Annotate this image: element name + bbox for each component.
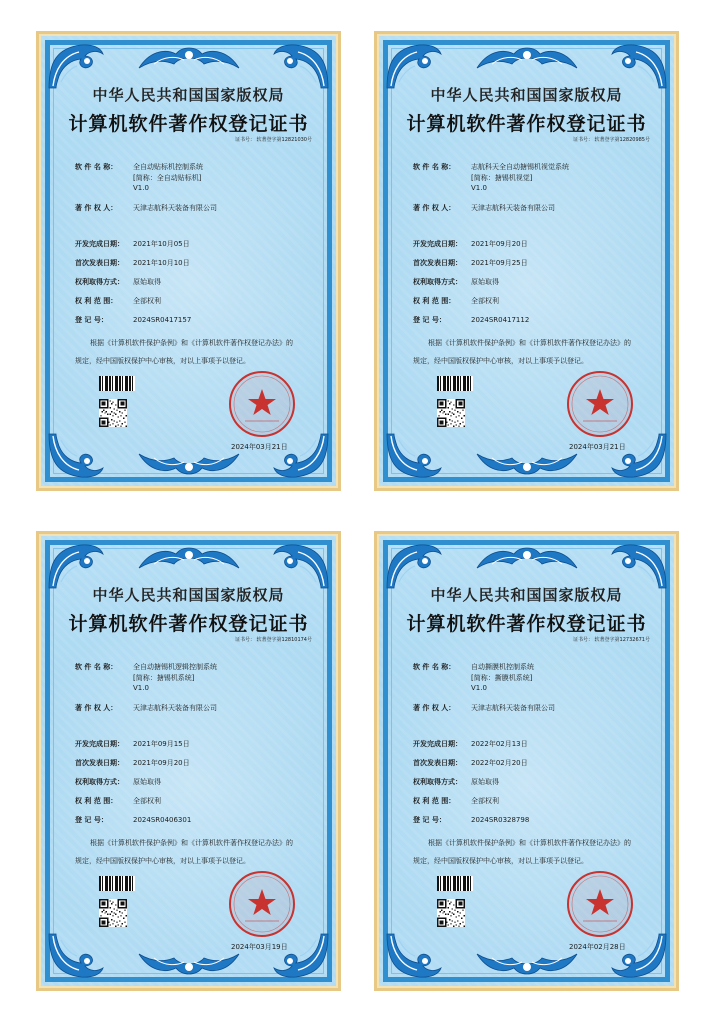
- declaration-line: 规定，经中国版权保护中心审核，对以上事项予以登记。: [75, 357, 250, 365]
- certificate-1: [36, 31, 341, 491]
- ornate-scroll-icon: [610, 542, 668, 590]
- agency-name: 中华人民共和国国家版权局: [92, 86, 285, 104]
- declaration-line: 规定，经中国版权保护中心审核，对以上事项予以登记。: [413, 857, 588, 865]
- pub-date-field: [413, 758, 528, 768]
- ornate-scroll-icon: [47, 42, 105, 90]
- declaration-line: 根据《计算机软件保护条例》和《计算机软件著作权登记办法》的: [90, 839, 293, 847]
- red-star-seal-icon: [227, 369, 297, 439]
- barcode-icon: [99, 876, 135, 891]
- field-label: 权利取得方式：: [75, 778, 124, 786]
- owner-field: [413, 203, 555, 213]
- ornate-scroll-icon: [385, 542, 443, 590]
- issue-date: 2024年03月21日: [569, 443, 626, 451]
- field-value: 2024SR0406301: [133, 816, 192, 824]
- declaration-line: 规定，经中国版权保护中心审核，对以上事项予以登记。: [75, 857, 250, 865]
- field-value: 2024SR0417112: [471, 316, 530, 324]
- issue-date: 2024年03月21日: [231, 443, 288, 451]
- short-name: [简称：全自动贴标机]: [133, 174, 202, 182]
- field-label: 权利取得方式：: [75, 278, 124, 286]
- field-value: 全部权利: [133, 297, 161, 305]
- field-value: 全自动贴标机控制系统: [133, 163, 203, 171]
- scope-field: [413, 796, 499, 806]
- dev-date-field: [413, 239, 528, 249]
- ornate-scroll-icon: [610, 42, 668, 90]
- crown-ornament-icon: [134, 452, 244, 478]
- declaration-line: 根据《计算机软件保护条例》和《计算机软件著作权登记办法》的: [428, 839, 631, 847]
- certificate-3: [36, 531, 341, 991]
- issue-date: 2024年03月19日: [231, 943, 288, 951]
- pub-date-field: [75, 258, 190, 268]
- certificate-body: [39, 534, 338, 988]
- ornate-scroll-icon: [610, 932, 668, 980]
- field-value: 2022年02月13日: [471, 740, 528, 748]
- field-label: 开发完成日期：: [75, 240, 124, 248]
- red-star-seal-icon: [565, 869, 635, 939]
- field-label: 软 件 名 称：: [75, 163, 118, 171]
- field-label: 登 记 号：: [75, 816, 108, 824]
- owner-field: [413, 703, 555, 713]
- version: V1.0: [471, 684, 487, 692]
- ornate-scroll-icon: [610, 432, 668, 480]
- field-value: 全部权利: [133, 797, 161, 805]
- certificate-number: 证书号： 软著登字第12732671号: [572, 637, 650, 643]
- certificate-2: [374, 31, 679, 491]
- scope-field: [75, 296, 161, 306]
- declaration: [413, 834, 648, 870]
- scope-field: [75, 796, 161, 806]
- field-label: 权利取得方式：: [413, 278, 462, 286]
- declaration-line: 根据《计算机软件保护条例》和《计算机软件著作权登记办法》的: [90, 339, 293, 347]
- registration-field: [413, 315, 529, 325]
- field-value: 天津志航科天装备有限公司: [133, 704, 217, 712]
- registration-field: [75, 315, 191, 325]
- qr-code-icon: [437, 399, 465, 427]
- ornate-scroll-icon: [47, 542, 105, 590]
- field-value: 原始取得: [471, 778, 499, 786]
- field-label: 权 利 范 围：: [75, 297, 118, 305]
- software-name-field: [75, 162, 203, 172]
- field-value: 2021年09月20日: [471, 240, 528, 248]
- acquisition-field: [413, 777, 499, 787]
- ornate-scroll-icon: [272, 432, 330, 480]
- version: V1.0: [133, 684, 149, 692]
- crown-ornament-icon: [472, 452, 582, 478]
- dev-date-field: [75, 739, 190, 749]
- field-value: 全部权利: [471, 797, 499, 805]
- acquisition-field: [75, 777, 161, 787]
- declaration-line: 根据《计算机软件保护条例》和《计算机软件著作权登记办法》的: [428, 339, 631, 347]
- owner-field: [75, 703, 217, 713]
- certificate-body: [39, 34, 338, 488]
- crown-ornament-icon: [134, 544, 244, 570]
- ornate-scroll-icon: [385, 932, 443, 980]
- issue-date: 2024年02月28日: [569, 943, 626, 951]
- agency-name: 中华人民共和国国家版权局: [430, 586, 623, 604]
- ornate-scroll-icon: [272, 932, 330, 980]
- software-name-field: [413, 662, 534, 672]
- field-value: 志航科天全自动搪锡机视觉系统: [471, 163, 569, 171]
- field-value: 2024SR0328798: [471, 816, 530, 824]
- barcode-icon: [99, 376, 135, 391]
- version: V1.0: [471, 184, 487, 192]
- field-label: 首次发表日期：: [75, 259, 124, 267]
- crown-ornament-icon: [134, 952, 244, 978]
- field-label: 著 作 权 人：: [75, 204, 118, 212]
- field-label: 首次发表日期：: [413, 259, 462, 267]
- ornate-scroll-icon: [272, 42, 330, 90]
- field-value: 原始取得: [133, 778, 161, 786]
- declaration: [75, 334, 310, 370]
- field-value: 全部权利: [471, 297, 499, 305]
- field-label: 软 件 名 称：: [75, 663, 118, 671]
- field-label: 开发完成日期：: [75, 740, 124, 748]
- ornate-scroll-icon: [385, 42, 443, 90]
- field-label: 权 利 范 围：: [413, 297, 456, 305]
- field-value: 自动撕膜机控制系统: [471, 663, 534, 671]
- certificate-title: 计算机软件著作权登记证书: [406, 113, 647, 135]
- certificate-number: 证书号： 软著登字第12821030号: [234, 137, 312, 143]
- short-name: [简称：搪锡机视觉]: [471, 174, 533, 182]
- pub-date-field: [413, 258, 528, 268]
- field-value: 2021年10月05日: [133, 240, 190, 248]
- field-value: 天津志航科天装备有限公司: [471, 204, 555, 212]
- agency-name: 中华人民共和国国家版权局: [430, 86, 623, 104]
- declaration: [413, 334, 648, 370]
- field-value: 2021年09月25日: [471, 259, 528, 267]
- field-label: 软 件 名 称：: [413, 163, 456, 171]
- acquisition-field: [75, 277, 161, 287]
- field-value: 2021年09月20日: [133, 759, 190, 767]
- declaration: [75, 834, 310, 870]
- certificate-body: [377, 534, 676, 988]
- declaration-line: 规定，经中国版权保护中心审核，对以上事项予以登记。: [413, 357, 588, 365]
- field-value: 全自动搪锡机逻辑控制系统: [133, 663, 217, 671]
- certificate-4: [374, 531, 679, 991]
- version: V1.0: [133, 184, 149, 192]
- field-value: 2021年10月10日: [133, 259, 190, 267]
- crown-ornament-icon: [472, 952, 582, 978]
- field-label: 著 作 权 人：: [413, 204, 456, 212]
- field-value: 2024SR0417157: [133, 316, 192, 324]
- field-label: 登 记 号：: [75, 316, 108, 324]
- field-label: 开发完成日期：: [413, 240, 462, 248]
- registration-field: [75, 815, 191, 825]
- field-value: 天津志航科天装备有限公司: [133, 204, 217, 212]
- qr-code-icon: [99, 899, 127, 927]
- ornate-scroll-icon: [385, 432, 443, 480]
- certificate-number: 证书号： 软著登字第12820985号: [572, 137, 650, 143]
- field-value: 天津志航科天装备有限公司: [471, 704, 555, 712]
- crown-ornament-icon: [472, 544, 582, 570]
- crown-ornament-icon: [134, 44, 244, 70]
- field-label: 著 作 权 人：: [413, 704, 456, 712]
- field-label: 首次发表日期：: [413, 759, 462, 767]
- scope-field: [413, 296, 499, 306]
- acquisition-field: [413, 277, 499, 287]
- software-name-field: [75, 662, 217, 672]
- registration-field: [413, 815, 529, 825]
- field-label: 登 记 号：: [413, 816, 446, 824]
- field-label: 开发完成日期：: [413, 740, 462, 748]
- field-value: 原始取得: [133, 278, 161, 286]
- qr-code-icon: [99, 399, 127, 427]
- certificate-title: 计算机软件著作权登记证书: [68, 613, 309, 635]
- short-name: [简称：搪锡机系统]: [133, 674, 195, 682]
- agency-name: 中华人民共和国国家版权局: [92, 586, 285, 604]
- field-value: 原始取得: [471, 278, 499, 286]
- ornate-scroll-icon: [272, 542, 330, 590]
- red-star-seal-icon: [565, 369, 635, 439]
- crown-ornament-icon: [472, 44, 582, 70]
- ornate-scroll-icon: [47, 932, 105, 980]
- field-label: 权 利 范 围：: [75, 797, 118, 805]
- barcode-icon: [437, 376, 473, 391]
- field-label: 首次发表日期：: [75, 759, 124, 767]
- dev-date-field: [413, 739, 528, 749]
- field-value: 2021年09月15日: [133, 740, 190, 748]
- ornate-scroll-icon: [47, 432, 105, 480]
- field-label: 登 记 号：: [413, 316, 446, 324]
- owner-field: [75, 203, 217, 213]
- certificate-number: 证书号： 软著登字第12810174号: [234, 637, 312, 643]
- field-label: 权利取得方式：: [413, 778, 462, 786]
- red-star-seal-icon: [227, 869, 297, 939]
- field-label: 软 件 名 称：: [413, 663, 456, 671]
- field-value: 2022年02月20日: [471, 759, 528, 767]
- short-name: [简称：撕膜机系统]: [471, 674, 533, 682]
- software-name-field: [413, 162, 569, 172]
- field-label: 权 利 范 围：: [413, 797, 456, 805]
- barcode-icon: [437, 876, 473, 891]
- certificate-title: 计算机软件著作权登记证书: [406, 613, 647, 635]
- dev-date-field: [75, 239, 190, 249]
- qr-code-icon: [437, 899, 465, 927]
- certificate-body: [377, 34, 676, 488]
- certificate-title: 计算机软件著作权登记证书: [68, 113, 309, 135]
- pub-date-field: [75, 758, 190, 768]
- field-label: 著 作 权 人：: [75, 704, 118, 712]
